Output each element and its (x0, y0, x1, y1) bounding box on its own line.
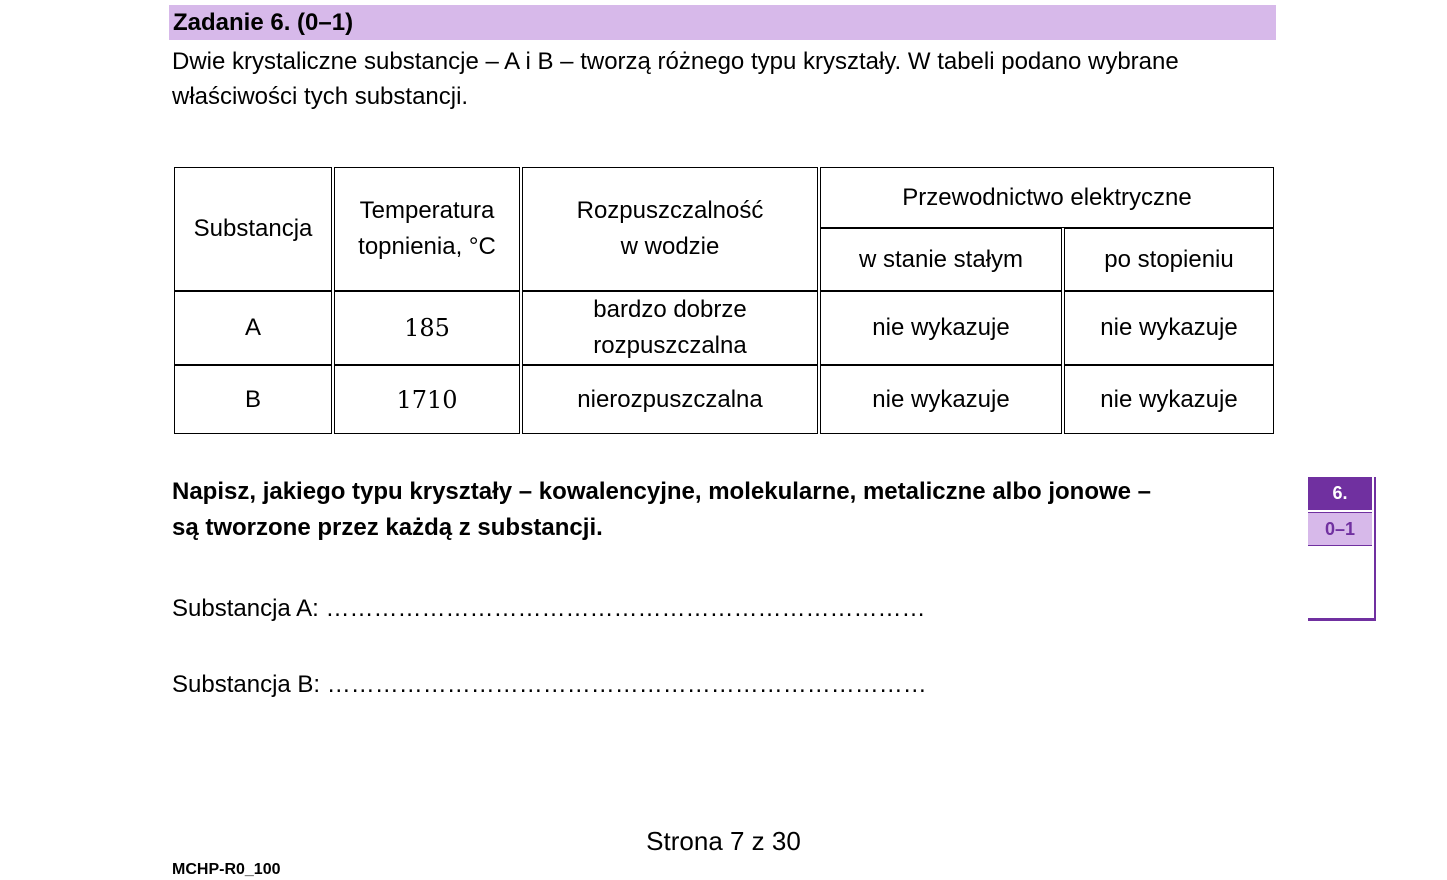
score-points: 0–1 (1308, 512, 1372, 546)
task-title: Zadanie 6. (0–1) (169, 5, 1276, 40)
header-solid-state (820, 228, 1062, 291)
cell-molten: nie wykazuje (1064, 291, 1274, 365)
score-box (1308, 477, 1376, 621)
header-molten-state (1064, 228, 1274, 291)
answer-b[interactable] (172, 670, 927, 700)
header-substance-label: Substancja (193, 215, 313, 242)
score-task-number: 6. (1308, 477, 1372, 510)
task-intro: Dwie krystaliczne substancje – A i B – tworzą różnego typu kryształy. W tabeli podano wybrane właściwości tych substancji. (172, 48, 1179, 110)
header-substance (174, 167, 332, 291)
cell-melting: 1710 (334, 365, 520, 434)
page-number: Strona 7 z 30 (646, 826, 801, 856)
header-conductivity (820, 167, 1274, 228)
cell-solubility-line2: rozpuszczalna (593, 332, 747, 359)
question-text (172, 474, 1272, 546)
exam-code: MCHP-R0_100 (172, 861, 281, 878)
header-solubility-line1: Rozpuszczalność (576, 197, 764, 224)
cell-solubility: nierozpuszczalna (522, 365, 818, 434)
cell-substance: A (174, 291, 332, 365)
answer-b-dots[interactable]: ………………………………………………………………… (326, 671, 927, 698)
answer-a-label: Substancja A: (172, 595, 319, 622)
answer-b-label: Substancja B: (172, 671, 321, 698)
score-box-bottom (1308, 618, 1376, 621)
properties-table (172, 167, 1276, 434)
table-row (174, 291, 1274, 365)
cell-melting: 185 (334, 291, 520, 365)
cell-solid: nie wykazuje (820, 365, 1062, 434)
header-conductivity-label: Przewodnictwo elektryczne (902, 183, 1192, 211)
question-line1: Napisz, jakiego typu kryształy – kowalencyjne, molekularne, metaliczne albo jonowe – (172, 478, 1152, 505)
header-melting-line2: topnienia, °C (358, 233, 496, 260)
question-line2: są tworzone przez każdą z substancji. (172, 514, 603, 541)
answer-a[interactable] (172, 594, 925, 624)
header-solubility-line2: w wodzie (620, 233, 720, 260)
cell-molten: nie wykazuje (1064, 365, 1274, 434)
answer-a-dots[interactable]: ………………………………………………………………… (325, 595, 926, 622)
table-row (174, 365, 1274, 434)
cell-solubility-line1: bardzo dobrze (593, 296, 747, 323)
header-molten-label: po stopieniu (1104, 245, 1234, 273)
header-solid-label: w stanie stałym (858, 245, 1024, 273)
header-melting-line1: Temperatura (359, 197, 495, 224)
cell-substance: B (174, 365, 332, 434)
header-solubility (522, 167, 818, 291)
cell-solid: nie wykazuje (820, 291, 1062, 365)
header-melting-point (334, 167, 520, 291)
score-box-border (1374, 477, 1376, 621)
cell-solubility (522, 291, 818, 365)
